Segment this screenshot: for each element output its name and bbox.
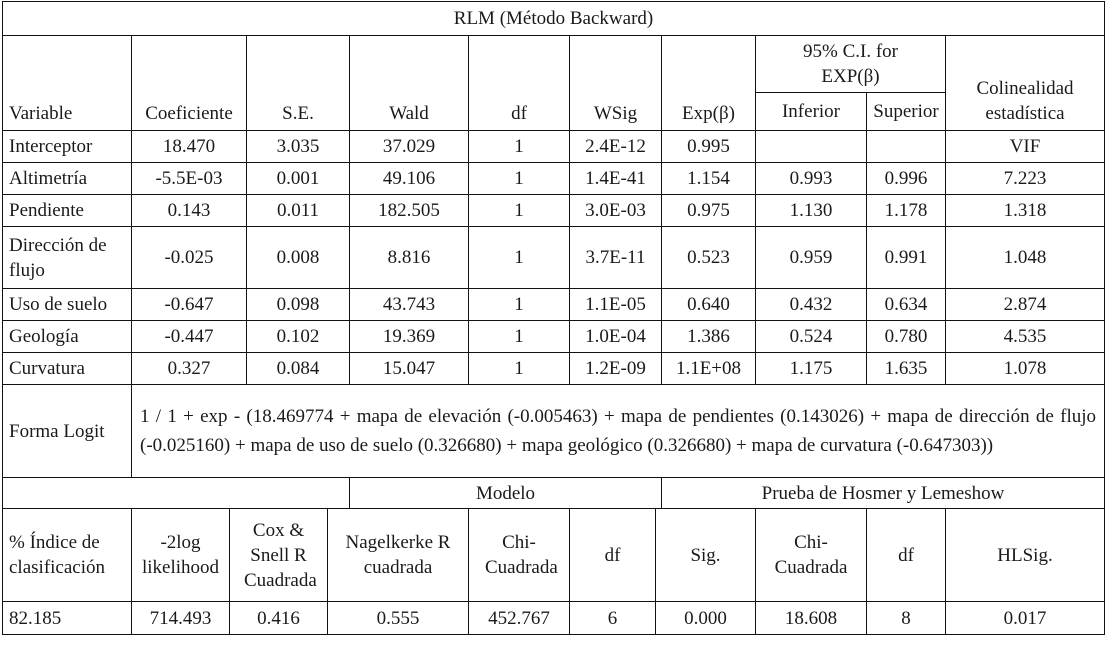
value-chi-modelo: 452.767 <box>469 602 570 635</box>
value-loglik: 714.493 <box>132 602 230 635</box>
cell-wald: 37.029 <box>350 131 469 163</box>
cell-wsig: 3.7E-11 <box>570 227 662 289</box>
cell-se: 0.001 <box>247 163 350 195</box>
cell-wsig: 1.4E-41 <box>570 163 662 195</box>
cell-exp-b: 0.640 <box>662 289 756 321</box>
header-exp-b: Exp(β) <box>662 36 756 131</box>
table-row <box>3 289 1105 321</box>
modelo-group-header: Modelo <box>350 478 662 509</box>
cell-se: 0.084 <box>247 353 350 385</box>
header-se: S.E. <box>247 36 350 131</box>
cell-se: 0.011 <box>247 195 350 227</box>
header-variable: Variable <box>3 36 132 131</box>
value-df-hosmer: 8 <box>867 602 946 635</box>
cell-wsig: 1.0E-04 <box>570 321 662 353</box>
table-title: RLM (Método Backward) <box>3 2 1105 36</box>
header-df-hosmer: df <box>867 509 946 602</box>
cell-exp-b: 1.1E+08 <box>662 353 756 385</box>
cell-df: 1 <box>469 163 570 195</box>
table-row <box>3 353 1105 385</box>
cell-superior: 1.178 <box>867 195 946 227</box>
header-coeficiente: Coeficiente <box>132 36 247 131</box>
summary-header-row <box>3 509 1105 602</box>
cell-coef: -5.5E-03 <box>132 163 247 195</box>
cell-se: 0.098 <box>247 289 350 321</box>
cell-df: 1 <box>469 321 570 353</box>
rlm-table-container <box>2 1 1105 635</box>
cell-superior: 0.996 <box>867 163 946 195</box>
cell-wald: 43.743 <box>350 289 469 321</box>
cell-exp-b: 0.523 <box>662 227 756 289</box>
cell-wsig: 2.4E-12 <box>570 131 662 163</box>
hosmer-group-header: Prueba de Hosmer y Lemeshow <box>662 478 1105 509</box>
value-nagel: 0.555 <box>328 602 469 635</box>
header-nagel: Nagelkerke R cuadrada <box>328 509 469 602</box>
cell-se: 0.008 <box>247 227 350 289</box>
cell-inferior: 0.524 <box>756 321 867 353</box>
summary-values-row <box>3 602 1105 635</box>
cell-variable: Altimetría <box>3 163 132 195</box>
header-sig-modelo: Sig. <box>656 509 756 602</box>
cell-variable: Dirección de flujo <box>3 227 132 289</box>
logit-formula: 1 / 1 + exp - (18.469774 + mapa de elevación (-0.005463) + mapa de pendientes (0.143026) + mapa de dirección de flujo (-0.025160) + mapa de uso de suelo (0.326680) + mapa geológico (0.326680) + mapa de curvatura (-0.647303)) <box>132 385 1105 478</box>
cell-vif: 1.048 <box>946 227 1105 289</box>
cell-superior: 0.780 <box>867 321 946 353</box>
cell-se: 3.035 <box>247 131 350 163</box>
cell-exp-b: 0.975 <box>662 195 756 227</box>
cell-vif: 1.078 <box>946 353 1105 385</box>
cell-wald: 8.816 <box>350 227 469 289</box>
summary-blank-cell <box>3 478 350 509</box>
header-df-modelo: df <box>570 509 656 602</box>
table-row <box>3 131 1105 163</box>
cell-coef: -0.647 <box>132 289 247 321</box>
cell-variable: Pendiente <box>3 195 132 227</box>
header-hlsig: HLSig. <box>946 509 1105 602</box>
cell-df: 1 <box>469 131 570 163</box>
cell-df: 1 <box>469 353 570 385</box>
table-row <box>3 195 1105 227</box>
cell-superior: 0.634 <box>867 289 946 321</box>
cell-inferior: 0.432 <box>756 289 867 321</box>
cell-vif: VIF <box>946 131 1105 163</box>
table-row <box>3 321 1105 353</box>
cell-inferior: 1.130 <box>756 195 867 227</box>
header-wald: Wald <box>350 36 469 131</box>
cell-inferior: 0.959 <box>756 227 867 289</box>
cell-vif: 1.318 <box>946 195 1105 227</box>
cell-vif: 7.223 <box>946 163 1105 195</box>
cell-df: 1 <box>469 289 570 321</box>
cell-exp-b: 0.995 <box>662 131 756 163</box>
header-ci-group: 95% C.I. for EXP(β) <box>756 36 946 93</box>
logit-row <box>3 385 1105 478</box>
value-hlsig: 0.017 <box>946 602 1105 635</box>
cell-superior: 0.991 <box>867 227 946 289</box>
cell-se: 0.102 <box>247 321 350 353</box>
cell-wald: 15.047 <box>350 353 469 385</box>
cell-coef: 0.327 <box>132 353 247 385</box>
header-row-top <box>3 36 1105 93</box>
cell-variable: Geología <box>3 321 132 353</box>
cell-coef: 0.143 <box>132 195 247 227</box>
cell-coef: -0.025 <box>132 227 247 289</box>
cell-vif: 4.535 <box>946 321 1105 353</box>
header-cox: Cox & Snell R Cuadrada <box>230 509 328 602</box>
header-superior: Superior <box>867 93 946 131</box>
cell-superior <box>867 131 946 163</box>
value-cox: 0.416 <box>230 602 328 635</box>
value-sig-modelo: 0.000 <box>656 602 756 635</box>
cell-df: 1 <box>469 195 570 227</box>
header-df: df <box>469 36 570 131</box>
cell-superior: 1.635 <box>867 353 946 385</box>
logit-label: Forma Logit <box>3 385 132 478</box>
cell-wald: 49.106 <box>350 163 469 195</box>
table-row <box>3 163 1105 195</box>
cell-exp-b: 1.154 <box>662 163 756 195</box>
cell-inferior <box>756 131 867 163</box>
cell-variable: Curvatura <box>3 353 132 385</box>
cell-exp-b: 1.386 <box>662 321 756 353</box>
cell-variable: Interceptor <box>3 131 132 163</box>
cell-coef: 18.470 <box>132 131 247 163</box>
header-chi-modelo: Chi-Cuadrada <box>469 509 570 602</box>
cell-wsig: 1.2E-09 <box>570 353 662 385</box>
summary-group-row <box>3 478 1105 509</box>
cell-wald: 182.505 <box>350 195 469 227</box>
header-indice: % Índice de clasificación <box>3 509 132 602</box>
value-df-modelo: 6 <box>570 602 656 635</box>
cell-wsig: 3.0E-03 <box>570 195 662 227</box>
header-chi-hosmer: Chi-Cuadrada <box>756 509 867 602</box>
cell-wald: 19.369 <box>350 321 469 353</box>
cell-vif: 2.874 <box>946 289 1105 321</box>
value-indice: 82.185 <box>3 602 132 635</box>
header-wsig: WSig <box>570 36 662 131</box>
title-row <box>3 2 1105 36</box>
header-loglik: -2log likelihood <box>132 509 230 602</box>
value-chi-hosmer: 18.608 <box>756 602 867 635</box>
cell-wsig: 1.1E-05 <box>570 289 662 321</box>
cell-coef: -0.447 <box>132 321 247 353</box>
cell-inferior: 1.175 <box>756 353 867 385</box>
header-colinealidad: Colinealidad estadística <box>946 36 1105 131</box>
rlm-backward-table <box>2 1 1105 635</box>
table-row <box>3 227 1105 289</box>
cell-df: 1 <box>469 227 570 289</box>
cell-variable: Uso de suelo <box>3 289 132 321</box>
header-inferior: Inferior <box>756 93 867 131</box>
cell-inferior: 0.993 <box>756 163 867 195</box>
